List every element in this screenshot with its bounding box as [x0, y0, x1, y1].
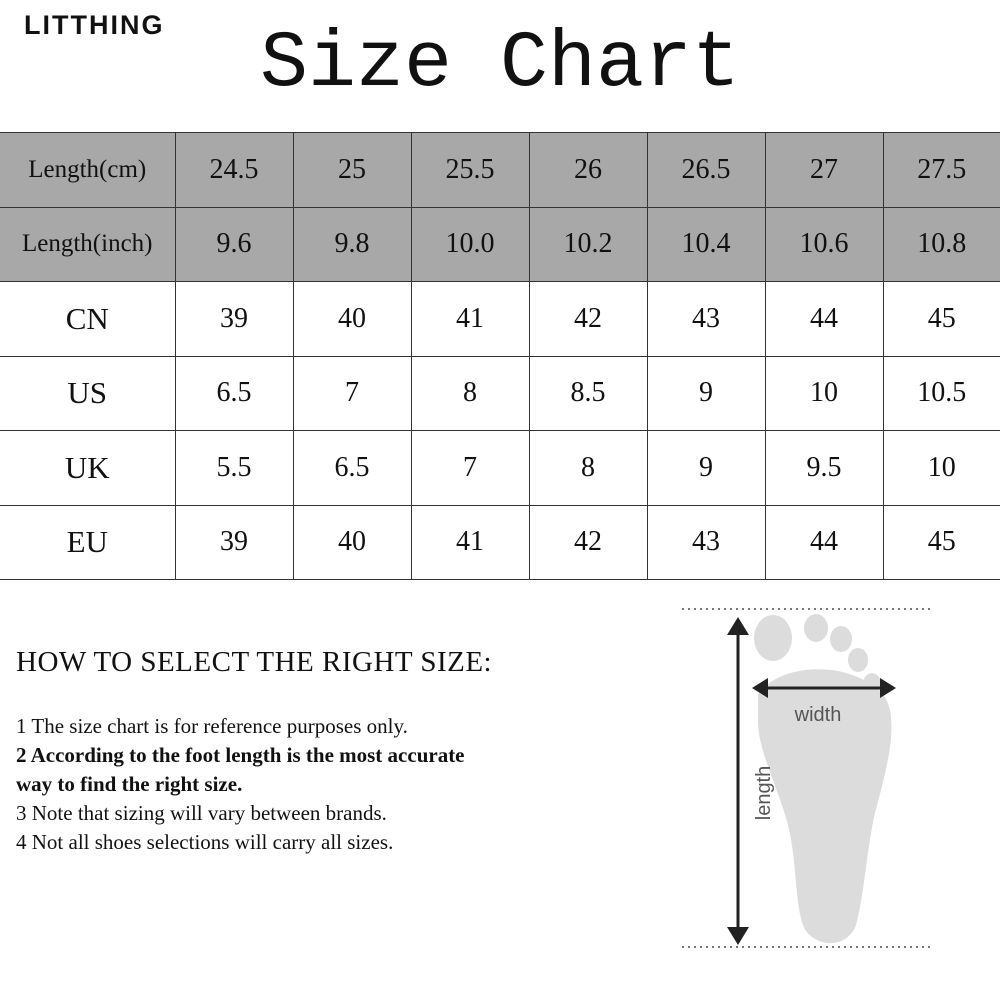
table-cell: 40	[293, 505, 411, 580]
table-cell: 41	[411, 282, 529, 357]
table-cell: 9.5	[765, 431, 883, 506]
tip-item: 1 The size chart is for reference purposes only.	[16, 714, 408, 738]
table-cell: 10.5	[883, 356, 1000, 431]
table-cell: 8	[529, 431, 647, 506]
table-cell: 25	[293, 133, 411, 208]
table-cell: 43	[647, 505, 765, 580]
table-cell: 41	[411, 505, 529, 580]
table-row	[0, 282, 1000, 357]
table-cell: 9	[647, 431, 765, 506]
table-cell: 27.5	[883, 133, 1000, 208]
brand-logo: LITTHING	[24, 10, 165, 40]
table-cell: 6.5	[175, 356, 293, 431]
table-cell: 10	[883, 431, 1000, 506]
foot-measurement-diagram	[670, 595, 970, 965]
row-label: EU	[0, 505, 175, 580]
row-label: US	[0, 356, 175, 431]
table-cell: 42	[529, 505, 647, 580]
table-cell: 7	[411, 431, 529, 506]
table-cell: 26.5	[647, 133, 765, 208]
row-label: UK	[0, 431, 175, 506]
table-cell: 24.5	[175, 133, 293, 208]
table-cell: 45	[883, 505, 1000, 580]
table-cell: 44	[765, 282, 883, 357]
table-cell: 10.8	[883, 207, 1000, 282]
table-cell: 9.8	[293, 207, 411, 282]
tip-item: 2 According to the foot length is the most accurate way to find the right size.	[16, 743, 465, 796]
row-label: Length(cm)	[0, 133, 175, 208]
table-cell: 10.0	[411, 207, 529, 282]
table-cell: 25.5	[411, 133, 529, 208]
table-cell: 8	[411, 356, 529, 431]
table-row	[0, 133, 1000, 208]
guide-heading: HOW TO SELECT THE RIGHT SIZE:	[16, 646, 493, 678]
table-row	[0, 431, 1000, 506]
guide-tips	[16, 712, 486, 857]
table-row	[0, 505, 1000, 580]
length-arrow	[727, 617, 749, 945]
table-cell: 42	[529, 282, 647, 357]
table-cell: 6.5	[293, 431, 411, 506]
table-cell: 9.6	[175, 207, 293, 282]
table-cell: 10.6	[765, 207, 883, 282]
table-cell: 9	[647, 356, 765, 431]
table-cell: 26	[529, 133, 647, 208]
table-cell: 40	[293, 282, 411, 357]
width-label: width	[794, 704, 842, 726]
row-label: Length(inch)	[0, 207, 175, 282]
table-cell: 43	[647, 282, 765, 357]
table-cell: 7	[293, 356, 411, 431]
table-cell: 10	[765, 356, 883, 431]
table-cell: 45	[883, 282, 1000, 357]
table-cell: 27	[765, 133, 883, 208]
length-label: length	[753, 765, 775, 821]
table-row	[0, 356, 1000, 431]
tip-item: 3 Note that sizing will vary between brands.	[16, 801, 387, 825]
tip-item: 4 Not all shoes selections will carry all sizes.	[16, 830, 394, 854]
row-label: CN	[0, 282, 175, 357]
table-row	[0, 207, 1000, 282]
table-cell: 10.4	[647, 207, 765, 282]
table-cell: 8.5	[529, 356, 647, 431]
table-cell: 5.5	[175, 431, 293, 506]
table-cell: 44	[765, 505, 883, 580]
table-cell: 10.2	[529, 207, 647, 282]
size-table	[0, 132, 1000, 580]
page-title: Size Chart	[259, 19, 741, 110]
table-cell: 39	[175, 282, 293, 357]
table-cell: 39	[175, 505, 293, 580]
